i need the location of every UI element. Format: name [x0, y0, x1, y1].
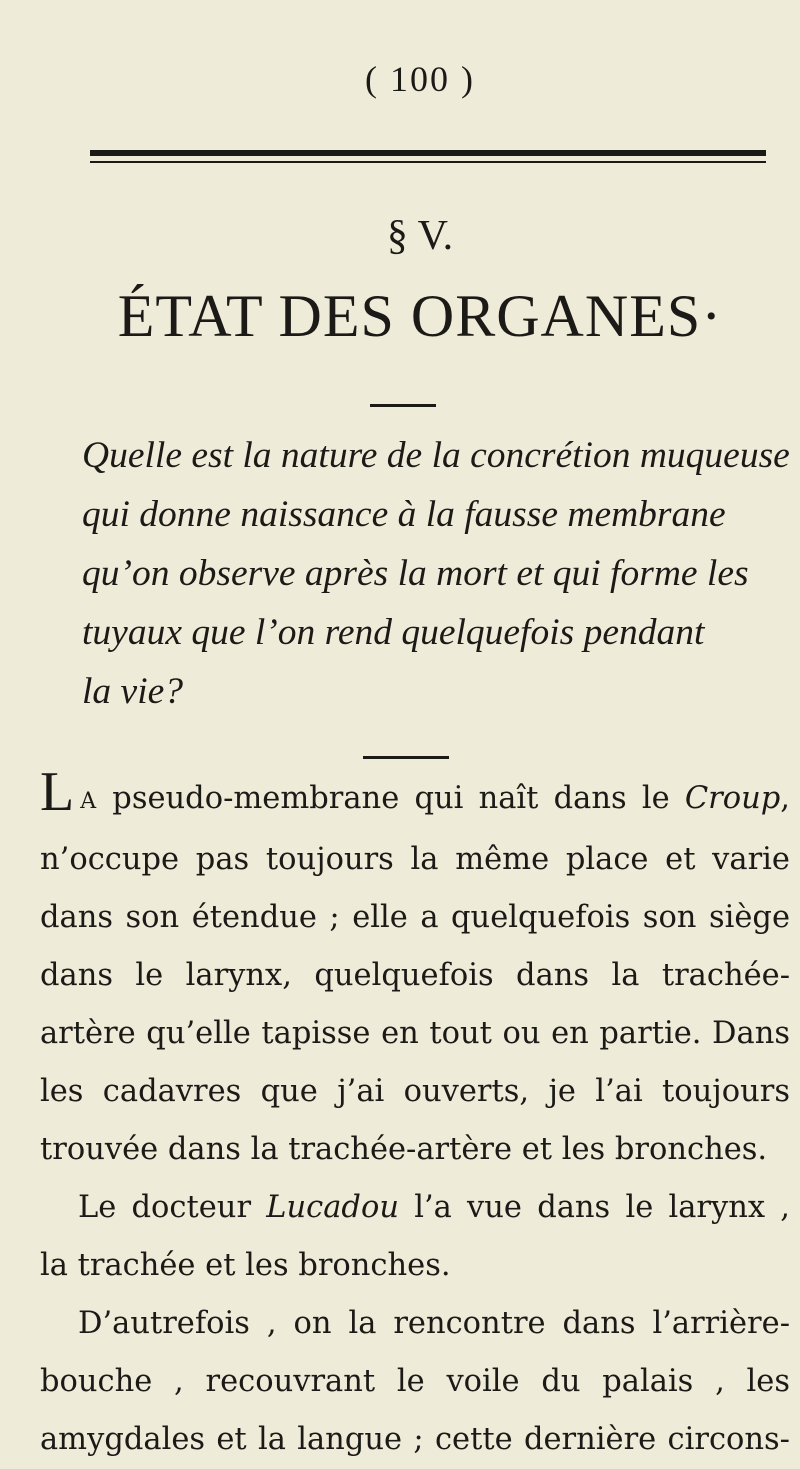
question-line: la vie? [82, 671, 184, 712]
drop-cap: L [40, 761, 75, 823]
italic-term: Croup [684, 781, 781, 816]
body-line: la trachée et les bronches. [40, 1248, 451, 1283]
question-line: Quelle est la nature de la concrétion muqueuse [82, 435, 790, 476]
italic-name: Lucadou [266, 1190, 399, 1225]
body-line [40, 761, 790, 831]
body-line: bouche , recouvrant le voile du palais , les [40, 1364, 790, 1399]
body-line: trouvée dans la trachée-artère et les bronches. [40, 1132, 768, 1167]
separator-rule [370, 404, 436, 407]
question-line: qui donne naissance à la fausse membrane [82, 494, 726, 535]
body-line: D’autrefois , on la rencontre dans l’arrière- [78, 1306, 790, 1341]
question-line: tuyaux que l’on rend quelquefois pendant [82, 612, 705, 653]
body-text-run: l’a vue dans le larynx , [398, 1190, 790, 1225]
body-line: dans le larynx, quelquefois dans la trachée- [40, 958, 790, 993]
body-line: n’occupe pas toujours la même place et varie [40, 842, 790, 877]
body-text [40, 761, 790, 1469]
body-line: dans son étendue ; elle a quelquefois son siège [40, 900, 790, 935]
question-block [82, 426, 790, 721]
header-rule-thin [90, 161, 766, 163]
body-line: les cadavres que j’ai ouverts, je l’ai toujours [40, 1074, 790, 1109]
small-caps: A [80, 789, 98, 814]
body-line [40, 1179, 790, 1237]
body-text-run: pseudo-membrane qui naît dans le [97, 781, 685, 816]
page-number: ( 100 ) [365, 59, 475, 99]
body-line: artère qu’elle tapisse en tout ou en partie. Dans [40, 1016, 790, 1051]
section-title: ÉTAT DES ORGANES· [117, 283, 723, 349]
section-number: § V. [386, 213, 454, 259]
body-line: amygdales et la langue ; cette dernière circons- [40, 1422, 790, 1457]
separator-rule [363, 756, 449, 759]
body-text-run: , [780, 781, 790, 816]
body-text-run: Le docteur [78, 1190, 267, 1225]
header-rule-thick [90, 150, 766, 156]
question-line: qu’on observe après la mort et qui forme les [82, 553, 749, 594]
